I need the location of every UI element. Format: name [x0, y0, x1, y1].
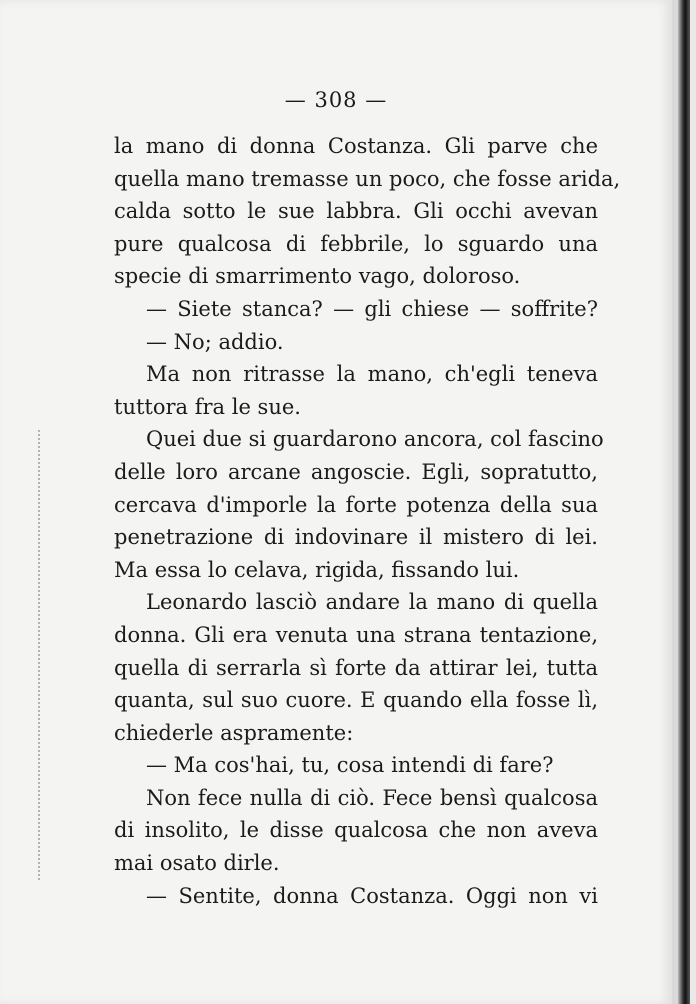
text-line: specie di smarrimento vago, doloroso. — [114, 264, 521, 289]
text-line: Ma non ritrasse la mano, ch'egli teneva — [146, 362, 598, 387]
text-line: quanta, sul suo cuore. E quando ella fosse lì, — [114, 688, 598, 713]
text-line: Non fece nulla di ciò. Fece bensì qualcosa — [146, 785, 598, 810]
page-number: — 308 — — [284, 88, 388, 112]
page-edge — [690, 0, 696, 1004]
text-line: delle loro arcane angoscie. Egli, sopratutto, — [114, 459, 598, 484]
text-line: — Sentite, donna Costanza. Oggi non vi — [146, 883, 598, 908]
text-line: chiederle aspramente: — [114, 720, 354, 745]
text-line: calda sotto le sue labbra. Gli occhi avevan — [114, 199, 598, 224]
text-line: di insolito, le disse qualcosa che non aveva — [114, 818, 598, 843]
text-line: donna. Gli era venuta una strana tentazione, — [114, 622, 598, 647]
text-line: penetrazione di indovinare il mistero di lei. — [114, 525, 598, 550]
margin-pencil-mark — [38, 430, 46, 880]
body-text — [114, 130, 621, 912]
text-line: — Ma cos'hai, tu, cosa intendi di fare? — [146, 753, 554, 778]
text-line: quella mano tremasse un poco, che fosse arida, — [114, 166, 621, 191]
text-line: quella di serrarla sì forte da attirar lei, tutta — [114, 655, 598, 680]
text-line: cercava d'imporle la forte potenza della sua — [114, 492, 598, 517]
text-line: Quei due si guardarono ancora, col fascino — [146, 427, 604, 452]
text-line: mai osato dirle. — [114, 851, 280, 876]
text-line: la mano di donna Costanza. Gli parve che — [114, 134, 598, 158]
text-line: Leonardo lasciò andare la mano di quella — [146, 590, 598, 615]
text-line: Ma essa lo celava, rigida, fissando lui. — [114, 557, 520, 582]
text-line: — Siete stanca? — gli chiese — soffrite? — [146, 296, 598, 321]
text-line: tuttora fra le sue. — [114, 394, 301, 419]
text-line: — No; addio. — [146, 329, 284, 354]
text-line: pure qualcosa di febbrile, lo sguardo una — [114, 231, 598, 256]
book-spine-shadow — [678, 0, 690, 1004]
